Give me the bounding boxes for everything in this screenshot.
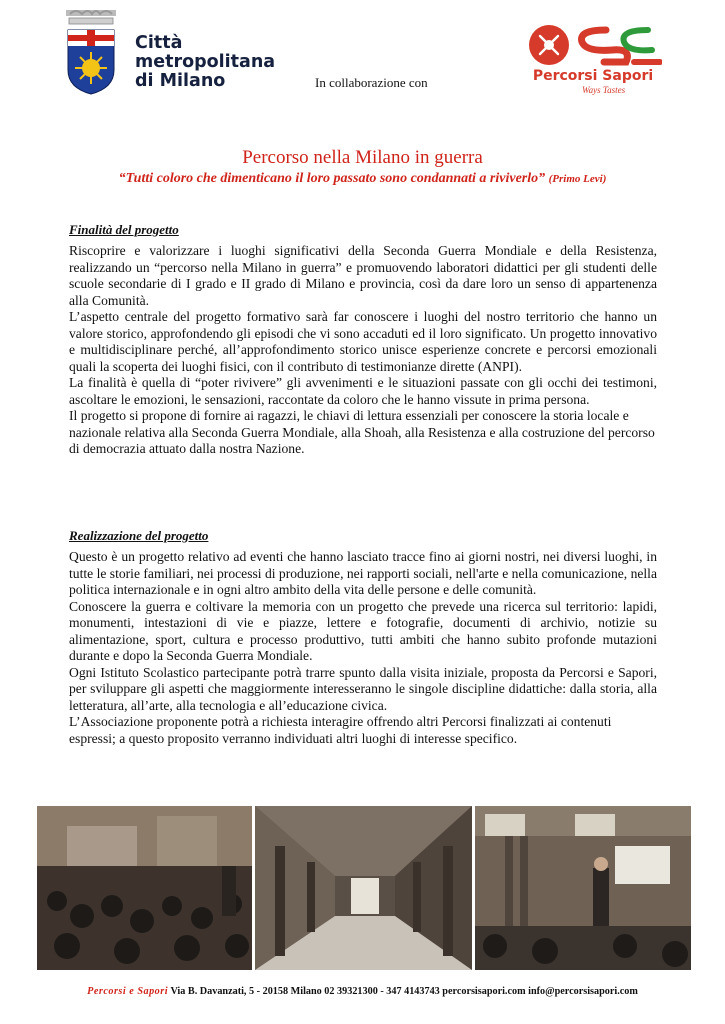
photo-tunnel-corridor xyxy=(255,806,472,970)
section-heading-realizzazione: Realizzazione del progetto xyxy=(69,528,209,543)
org-name xyxy=(135,34,285,91)
section-body-realizzazione xyxy=(69,549,657,747)
paragraph: La finalità è quella di “poter rivivere” gli avvenimenti e le situazioni passate con gli occhi dei testimoni, ascoltare le emozioni, le sensazioni, raccontate da coloro che le hanno vissute in prima persona. xyxy=(69,375,657,407)
photo-students-in-hall xyxy=(37,806,252,970)
section-body-finalita xyxy=(69,243,657,458)
photo-speaker-presentation xyxy=(475,806,691,970)
paragraph: Questo è un progetto relativo ad eventi che hanno lasciato tracce fino ai giorni nostri, nei diversi luoghi, in tutte le storie familiari, nei processi di produzione, nei rapporti sociali, nell'arte e nella comunicazione, nella politica internazionale e in ogni altro ambito della vita delle persone e delle comunità. xyxy=(69,549,657,597)
org-name-line: metropolitana xyxy=(135,52,276,72)
paragraph: Conoscere la guerra e coltivare la memoria con un progetto che prevede una ricerca sul territorio: lapidi, monumenti, intestazioni di vie e piazze, lettere e fotografie, documenti di archivio, notizie su alimentazione, sport, cultura e processo produttivo, tutti ambiti che hanno subito profonde mutazioni durante e dopo la Seconda Guerra Mondiale. xyxy=(69,598,657,663)
footer-brand: Percorsi e Sapori xyxy=(87,986,169,997)
collaboration-text: In collaborazione con xyxy=(315,75,428,90)
footer-details: Via B. Davanzati, 5 - 20158 Milano 02 39321300 - 347 4143743 percorsisapori.com info@percorsisapori.com xyxy=(170,986,638,997)
percorsi-sapori-logo-icon xyxy=(522,22,662,70)
photo-strip xyxy=(37,806,691,970)
quote-author: (Primo Levi) xyxy=(548,173,607,185)
paragraph: L’Associazione proponente potrà a richiesta interagire offrendo altri Percorsi finalizzati ai contenuti espressi; a questo proposito verranno individuati altri luoghi di interesse specifico. xyxy=(69,714,612,746)
citta-metropolitana-logo xyxy=(62,8,282,98)
partner-name: Percorsi Sapori xyxy=(532,68,654,84)
org-name-line: Città xyxy=(135,33,183,53)
paragraph: Riscoprire e valorizzare i luoghi significativi della Seconda Guerra Mondiale e della Resistenza, realizzando un “percorso nella Milano in guerra” e promuovendo laboratori didattici per gli studenti delle scuole secondarie di I grado e II grado di Milano e provincia, così da dare loro un senso di appartenenza alla Comunità. xyxy=(69,243,657,308)
percorsi-sapori-logo xyxy=(522,22,662,100)
quote-text: “Tutti coloro che dimenticano il loro passato sono condannati a riviverlo” xyxy=(118,171,546,186)
section-heading-finalita: Finalità del progetto xyxy=(69,222,179,237)
paragraph: L’aspetto centrale del progetto formativo sarà far conoscere i luoghi del nostro territorio che hanno un valore storico, approfondendo gli episodi che vi sono accaduti ed il loro significato. Un progetto innovativo e multidisciplinare perché, all’approfondimento storico unisce esperienze concrete e percorsi emozionali quali la scoperta dei luoghi fisici, con il contributo di testimonianze dirette (ANPI). xyxy=(69,309,657,374)
partner-tagline: Ways Tastes xyxy=(582,85,626,95)
org-name-line: di Milano xyxy=(135,71,226,91)
milano-crest-icon xyxy=(62,8,120,96)
paragraph: Il progetto si propone di fornire ai ragazzi, le chiavi di lettura essenziali per conoscere la storia locale e nazionale relativa alla Seconda Guerra Mondiale, alla Shoah, alla Resistenza e alla costruzione del percorso di democrazia attuato dalla nostra Nazione. xyxy=(69,408,655,456)
footer xyxy=(0,986,725,997)
quote xyxy=(0,171,725,187)
paragraph: Ogni Istituto Scolastico partecipante potrà trarre spunto dalla visita iniziale, proposta da Percorsi e Sapori, per sviluppare gli aspetti che maggiormente interesseranno le singole discipline didattiche: dalla storia, alla letteratura, all’arte, alla tecnologia e all’educazione civica. xyxy=(69,664,657,713)
page-title: Percorso nella Milano in guerra xyxy=(242,147,483,168)
